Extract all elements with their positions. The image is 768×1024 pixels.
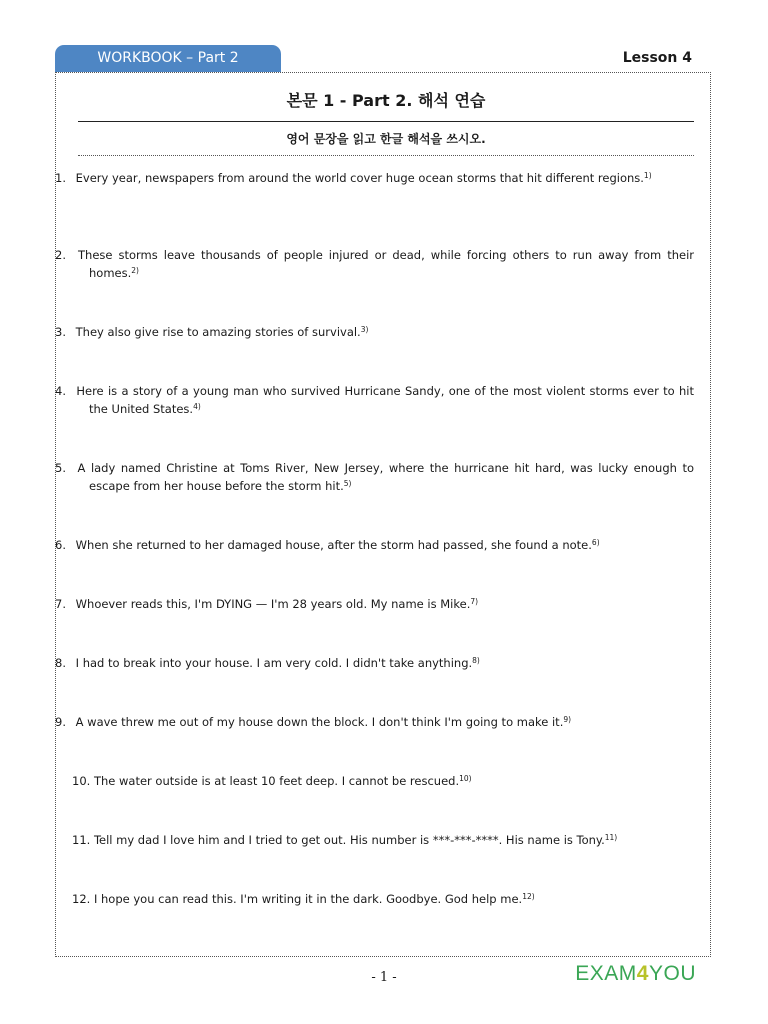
page-number: - 1 - xyxy=(371,970,397,985)
exercise-item-5: 5. A lady named Christine at Toms River, New Jersey, where the hurricane hit hard, was lucky enough to escape from her house before the storm hit.$^{5)}$ xyxy=(55,461,695,493)
exercise-item-8: 8. I had to break into your house. I am very cold. I didn't take anything.$^{8)}$ xyxy=(55,656,480,670)
exercise-item-10: 10. The water outside is at least 10 feet deep. I cannot be rescued.$^{10)}$ xyxy=(72,774,472,788)
title-divider xyxy=(78,121,694,122)
instruction-text: 영어 문장을 읽고 한글 해석을 쓰시오. xyxy=(286,132,486,146)
page-title: 본문 1 - Part 2. 해석 연습 xyxy=(286,91,486,110)
lesson-label: Lesson 4 xyxy=(622,50,692,66)
exam4you-logo: EXAM4YOU xyxy=(575,962,696,985)
exercise-item-7: 7. Whoever reads this, I'm DYING — I'm 28 years old. My name is Mike.$^{7)}$ xyxy=(55,597,479,611)
exercise-item-2: 2. These storms leave thousands of people injured or dead, while forcing others to run away from their homes.$^{2)}$ xyxy=(55,248,694,280)
exercise-item-4: 4. Here is a story of a young man who survived Hurricane Sandy, one of the most violent storms ever to hit the United States.$^{4)}$ xyxy=(55,384,694,416)
instruction-divider xyxy=(78,155,694,156)
exercise-item-6: 6. When she returned to her damaged house, after the storm had passed, she found a note.$^{6)}$ xyxy=(55,538,600,552)
exercise-item-3: 3. They also give rise to amazing stories of survival.$^{3)}$ xyxy=(55,325,369,339)
page-frame xyxy=(55,72,711,957)
workbook-tab: WORKBOOK – Part 2 xyxy=(55,45,281,72)
exercise-item-1: 1. Every year, newspapers from around the world cover huge ocean storms that hit different regions.$^{1)}$ xyxy=(55,171,652,185)
exercise-item-9: 9. A wave threw me out of my house down the block. I don't think I'm going to make it.$^{9)}$ xyxy=(55,715,572,729)
exercise-item-11: 11. Tell my dad I love him and I tried to get out. His number is ***-***-****. His name is Tony.$^{11)}$ xyxy=(72,833,618,847)
exercise-item-12: 12. I hope you can read this. I'm writing it in the dark. Goodbye. God help me.$^{12)}$ xyxy=(72,892,535,906)
